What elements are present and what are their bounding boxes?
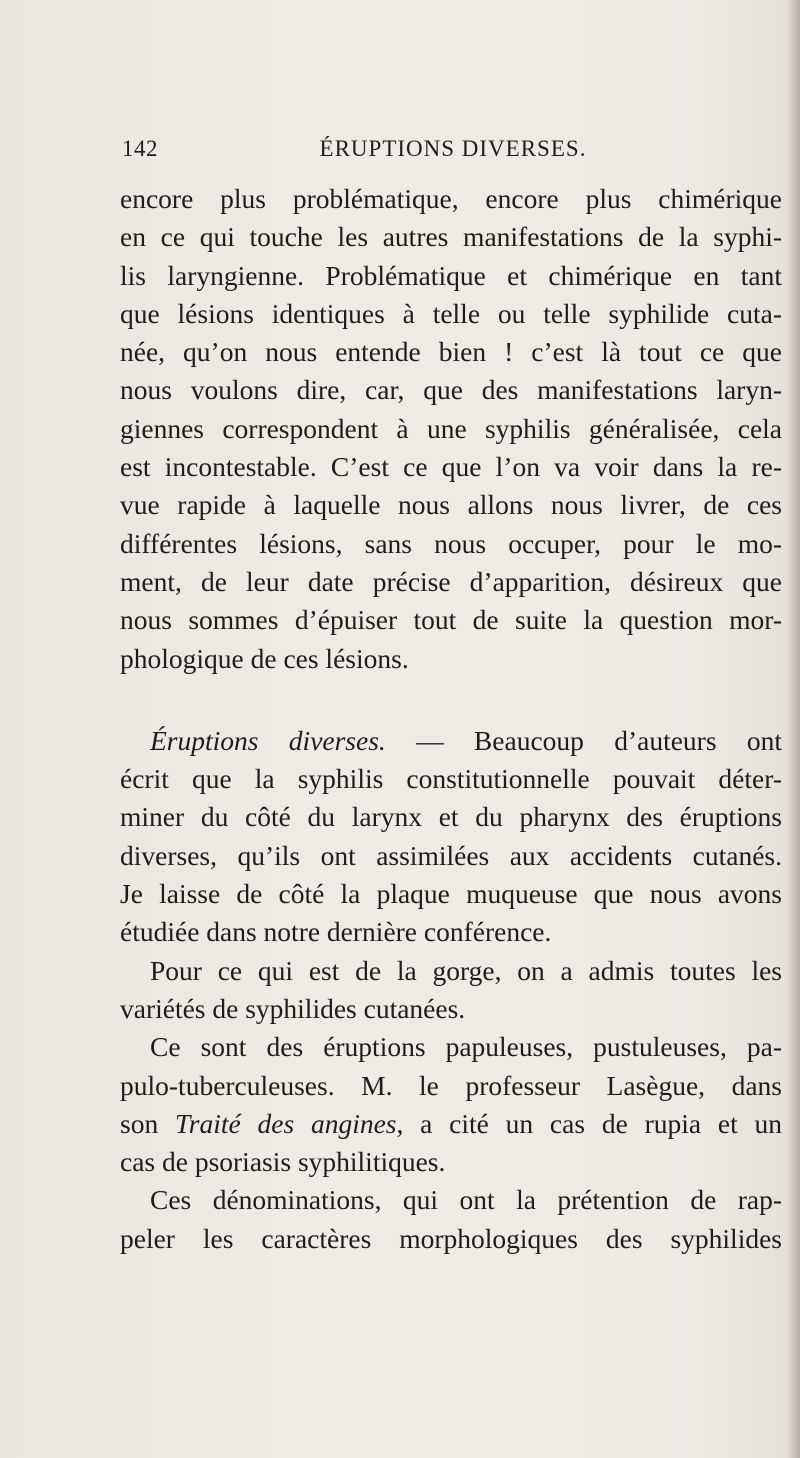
text-line: variétés de syphilides cutanées. [120,992,466,1024]
book-title: Traité des angines [175,1107,397,1139]
text-run: son [120,1107,175,1139]
text-run: , a cité un cas de rupia et un [396,1107,782,1139]
text-line: miner du côté du larynx et du pharynx des éruptions [120,801,782,833]
text-line: nous sommes d’épuiser tout de suite la question mor- [120,604,782,636]
text-line: Ce sont des éruptions papuleuses, pustuleuses, pa- [150,1031,782,1063]
text-line: née, qu’on nous entende bien ! c’est là tout ce que [120,336,782,368]
text-line: nous voulons dire, car, que des manifestations laryn- [120,374,782,406]
running-title: ÉRUPTIONS DIVERSES. [319,136,587,161]
text-line: lis laryngienne. Problématique et chimérique en tant [120,259,782,291]
text-line [120,1105,782,1143]
text-line: étudiée dans notre dernière conférence. [120,916,552,948]
text-line: diverses, qu’ils ont assimilées aux accidents cutanés. [120,839,782,871]
paragraph-gap [120,678,782,722]
paragraph-2 [120,722,782,952]
text-line: écrit que la syphilis constitutionnelle pouvait déter- [120,763,782,795]
page-number: 142 [122,136,158,161]
text-line [120,722,782,760]
paragraph-1 [120,180,782,678]
text-line: pulo-tuberculeuses. M. le professeur Lasègue, dans [120,1069,782,1101]
text-line: Pour ce qui est de la gorge, on a admis toutes les [150,954,782,986]
text-run: — Beaucoup d’auteurs ont [385,724,782,756]
text-line: Je laisse de côté la plaque muqueuse que nous avons [120,878,782,910]
text-line: encore plus problématique, encore plus chimérique [120,183,782,214]
text-line: différentes lésions, sans nous occuper, pour le mo- [120,527,782,559]
page-body [120,180,782,1258]
paragraph-4 [120,1028,782,1181]
text-line: en ce qui touche les autres manifestations de la syphi- [120,221,782,253]
text-line: giennes correspondent à une syphilis généralisée, cela [120,412,782,444]
text-line: cas de psoriasis syphilitiques. [120,1146,446,1178]
paragraph-5 [120,1181,782,1258]
text-line: Ces dénominations, qui ont la prétention de rap- [150,1184,782,1216]
paragraph-3 [120,952,782,1029]
text-line: phologique de ces lésions. [120,642,409,674]
page-edge-shadow [786,0,800,1458]
text-line: peler les caractères morphologiques des syphilides [120,1222,782,1254]
text-line: vue rapide à laquelle nous allons nous livrer, de ces [120,489,782,521]
text-line: que lésions identiques à telle ou telle syphilide cuta- [120,297,782,329]
section-heading: Éruptions diverses. [150,724,386,756]
text-line: est incontestable. C’est ce que l’on va voir dans la re- [120,451,782,483]
page-header [122,136,784,170]
text-line: ment, de leur date précise d’apparition, désireux que [120,565,782,597]
